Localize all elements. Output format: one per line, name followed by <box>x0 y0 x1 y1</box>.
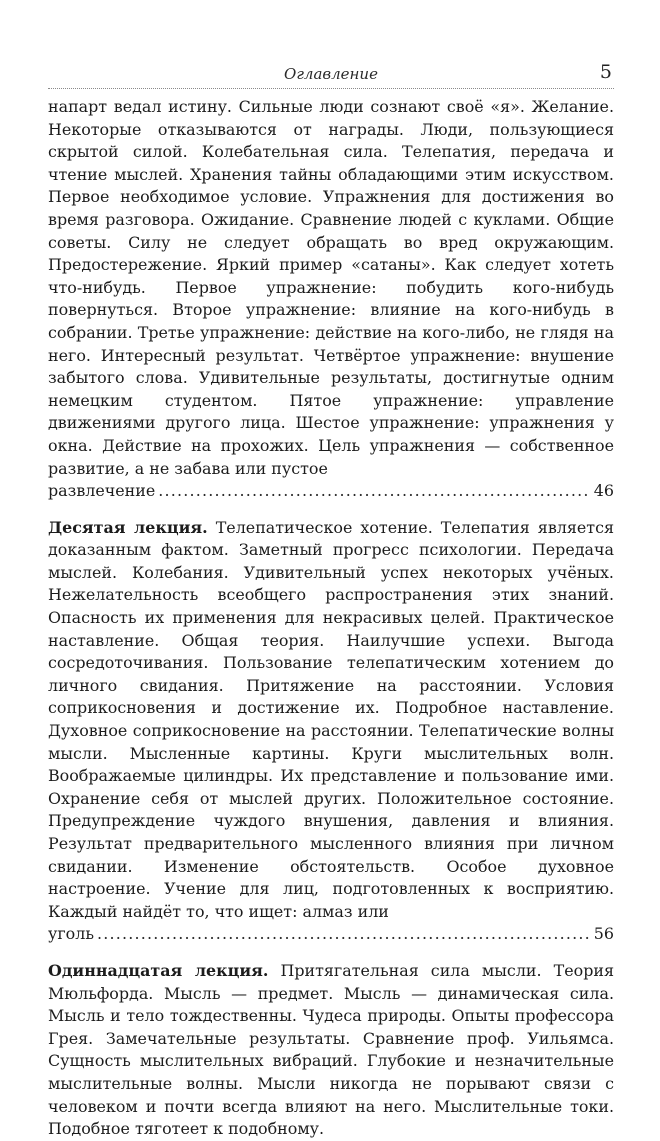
toc-entry-continued <box>48 96 614 503</box>
toc-page-number: 56 <box>593 924 614 944</box>
toc-leader-line <box>48 480 614 503</box>
toc-entry-lecture-10 <box>48 517 614 946</box>
dot-leader <box>158 480 591 503</box>
toc-entry-heading: Одиннадцатая лекция. <box>48 960 269 980</box>
toc-entry-last-words: уголь <box>48 924 94 944</box>
toc-leader-line <box>48 923 614 946</box>
toc-entry-lecture-11 <box>48 960 614 1141</box>
page-number: 5 <box>599 61 612 83</box>
running-header-title: Оглавление <box>284 65 378 83</box>
toc-entry-text: Притягательная сила мысли. Теория Мюльфорда. Мысль — предмет. Мысль — динамическая сила. Мысль и тело тождественны. Чудеса природы. Опыты профессора Грея. Замечательные результаты. Сравнение проф. Уильямса. Сущность мыслительных вибраций. Глубокие и незначительные мыслительные волны. Мысли никогда не порывают связи с человеком и почти всегда влияют на него. Мыслительные токи. Подобное тяготеет к подобному. <box>48 960 614 1139</box>
toc-entry-heading: Десятая лекция. <box>48 517 208 537</box>
toc-entry-text: Телепатическое хотение. Телепатия является доказанным фактом. Заметный прогресс психологии. Передача мыслей. Колебания. Удивительный успех некоторых учёных. Нежелательность всеобщего распространения этих знаний. Опасность их применения для некрасивых целей. Практическое наставление. Общая теория. Наилучшие успехи. Выгода сосредоточивания. Пользование телепатическим хотением до личного свидания. Притяжение на расстоянии. Условия соприкосновения и достижение их. Подробное наставление. Духовное соприкосновение на расстоянии. Телепатические волны мысли. Мысленные картины. Круги мыслительных волн. Воображаемые цилиндры. Их представление и пользование ими. Охранение себя от мыслей других. Положительное состояние. Предупреждение чуждого внушения, давления и влияния. Результат предварительного мысленного влияния при личном свидании. Изменение обстоятельств. Особое духовное настроение. Учение для лиц, подготовленных к восприятию. Каждый найдёт то, что ищет: алмаз или <box>48 517 614 921</box>
toc-entry-last-words: развлечение <box>48 481 156 501</box>
table-of-contents <box>48 96 614 1141</box>
toc-entry-text: напарт ведал истину. Сильные люди сознают своё «я». Желание. Некоторые отказываются от награды. Люди, пользующиеся скрытой силой. Колебательная сила. Телепатия, передача и чтение мыслей. Хранения тайны обладающими этим искусством. Первое необходимое условие. Упражнения для достижения во время разговора. Ожидание. Сравнение людей с куклами. Общие советы. Силу не следует обращать во вред окружающим. Предостережение. Яркий пример «сатаны». Как следует хотеть что-нибудь. Первое упражнение: побудить кого-нибудь повернуться. Второе упражнение: влияние на кого-нибудь в собрании. Третье упражнение: действие на кого-либо, не глядя на него. Интересный результат. Четвёртое упражнение: внушение забытого слова. Удивительные результаты, достигнутые одним немецким студентом. Пятое упражнение: управление движениями другого лица. Шестое упражнение: упражнения у окна. Действие на прохожих. Цель упражнения — собственное развитие, а не забава или пустое <box>48 97 614 478</box>
toc-page-number: 46 <box>593 481 614 501</box>
dot-leader <box>97 923 591 946</box>
running-header <box>48 60 614 89</box>
